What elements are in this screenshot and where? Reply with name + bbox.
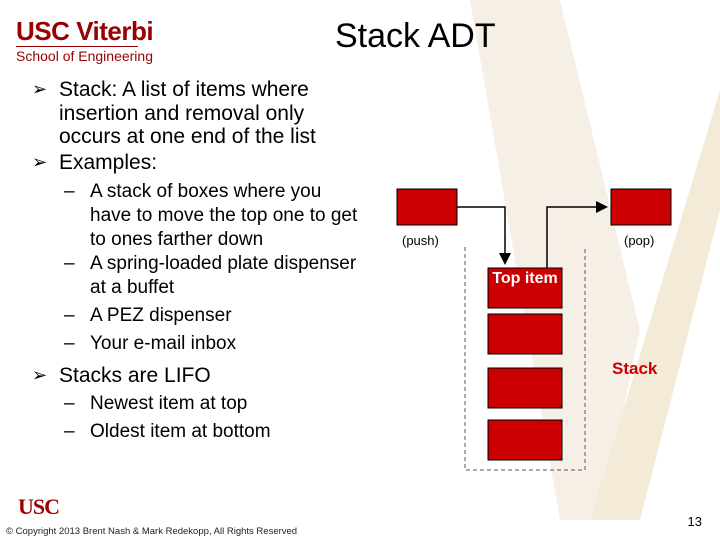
bullet-definition: ➢ Stack: A list of items where insertion and removal only occurs at one end of the list (32, 78, 316, 148)
page-number: 13 (687, 514, 702, 529)
arrow-bullet-icon: ➢ (32, 79, 48, 99)
slide-title: Stack ADT (335, 17, 496, 55)
push-label: (push) (402, 233, 439, 248)
logo-viterbi: Viterbi (76, 16, 154, 46)
logo-school: School of Engineering (16, 48, 153, 64)
example-item: – A spring-loaded plate dispenser at a buffet (64, 253, 357, 298)
lifo-item: – Newest item at top (64, 392, 248, 414)
bullet-examples: ➢ Examples: (32, 150, 158, 174)
push-box (397, 189, 457, 225)
copyright-text: © Copyright 2013 Brent Nash & Mark Redekopp, All Rights Reserved (6, 526, 298, 537)
push-arrow (457, 207, 505, 262)
lifo-item: – Oldest item at bottom (64, 420, 271, 442)
top-item-label: Top item (492, 270, 558, 287)
stack-box (488, 314, 562, 354)
example-item: – A PEZ dispenser (64, 305, 232, 326)
stack-box (488, 368, 562, 408)
stack-box (488, 420, 562, 460)
usc-footer-logo: USC (18, 494, 60, 519)
arrow-bullet-icon: ➢ (32, 365, 48, 385)
pop-label: (pop) (624, 233, 655, 248)
logo-usc: USC (16, 16, 70, 46)
arrow-bullet-icon: ➢ (32, 151, 48, 172)
example-item: – Your e-mail inbox (64, 333, 237, 354)
bullet-lifo: ➢ Stacks are LIFO (32, 364, 211, 387)
pop-arrow (547, 207, 605, 268)
example-item: – A stack of boxes where you have to move the top one to get to ones farther down (64, 181, 358, 250)
pop-box (611, 189, 671, 225)
stack-label: Stack (612, 359, 658, 378)
